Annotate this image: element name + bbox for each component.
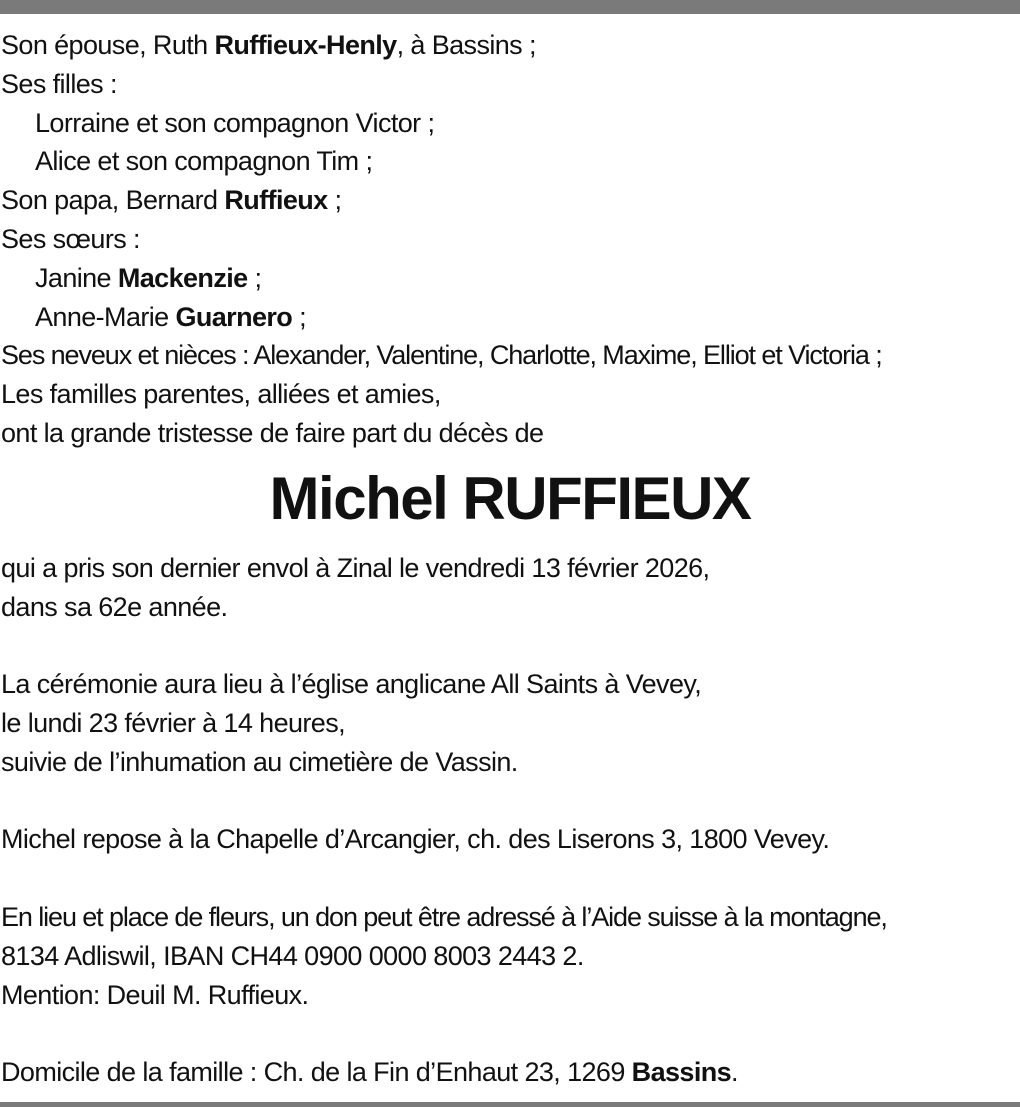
top-rule [0, 0, 1020, 14]
obituary-notice [1, 26, 1019, 1092]
spouse-line: Son épouse, Ruth Ruffieux-Henly, à Bassins ; [1, 30, 536, 60]
donation-line-1: En lieu et place de fleurs, un don peut être adressé à l’Aide suisse à la montagne, [1, 901, 887, 932]
deceased-name: Michel RUFFIEUX [269, 464, 751, 532]
death-line-1: qui a pris son dernier envol à Zinal le vendredi 13 février 2026, [1, 552, 710, 583]
sister-line-2: Anne-Marie Guarnero ; [35, 301, 307, 332]
father-surname: Ruffieux [224, 185, 328, 216]
daughter-line-2: Alice et son compagnon Tim ; [35, 146, 373, 177]
paragraph-gap [1, 1014, 1019, 1053]
nephews-line: Ses neveux et nièces : Alexander, Valentine, Charlotte, Maxime, Elliot et Victoria ; [1, 340, 882, 371]
ceremony-line-1: La cérémonie aura lieu à l’église anglicane All Saints à Vevey, [1, 669, 702, 700]
daughter-line-1: Lorraine et son compagnon Victor ; [35, 107, 435, 138]
sisters-heading: Ses sœurs : [1, 223, 140, 254]
donation-line-2: 8134 Adliswil, IBAN CH44 0900 0000 8003 2443 2. [1, 940, 584, 971]
sister-1-surname: Mackenzie [117, 262, 248, 293]
paragraph-gap [1, 859, 1019, 898]
domicile-line: Domicile de la famille : Ch. de la Fin d’Enhaut 23, 1269 Bassins. [1, 1057, 738, 1088]
ceremony-line-2: le lundi 23 février à 14 heures, [1, 707, 346, 738]
spouse-surname: Ruffieux-Henly [214, 30, 397, 60]
bottom-rule [0, 1102, 1020, 1107]
paragraph-gap [1, 626, 1019, 665]
domicile-town: Bassins [631, 1057, 732, 1088]
announcement-line: ont la grande tristesse de faire part du décès de [1, 417, 544, 448]
daughters-heading: Ses filles : [1, 68, 117, 99]
donation-line-3: Mention: Deuil M. Ruffieux. [1, 979, 309, 1010]
sister-line-1: Janine Mackenzie ; [35, 262, 262, 293]
repose-line: Michel repose à la Chapelle d’Arcangier, ch. des Liserons 3, 1800 Vevey. [1, 824, 830, 855]
families-line: Les familles parentes, alliées et amies, [1, 379, 441, 410]
father-line: Son papa, Bernard Ruffieux ; [1, 185, 342, 216]
ceremony-line-3: suivie de l’inhumation au cimetière de Vassin. [1, 746, 518, 777]
paragraph-gap [1, 782, 1019, 821]
sister-2-surname: Guarnero [175, 301, 293, 332]
death-line-2: dans sa 62e année. [1, 591, 228, 622]
